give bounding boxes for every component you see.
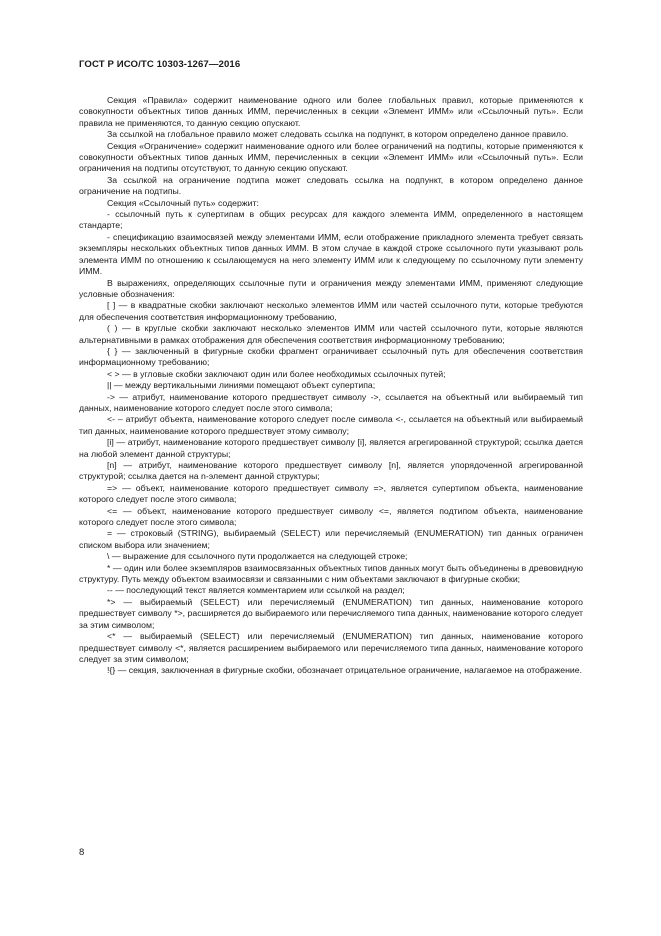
notation-item: * — один или более экземпляров взаимосвязанных объектных типов данных могут быть объединены в древовидную структуру. Путь между объектом взаимосвязи и связанными с ним объектами заключают в фигурные скобки; <box>79 562 583 585</box>
notation-item: \ — выражение для ссылочного пути продолжается на следующей строке; <box>107 551 408 562</box>
notation-item: [i] — атрибут, наименование которого предшествует символу [i], является агрегированной структурой; ссылка дается на любой элемент данной структуры; <box>79 437 583 459</box>
list-item: - ссылочный путь к супертипам в общих ресурсах для каждого элемента ИММ, определенного в настоящем стандарте; <box>79 209 583 231</box>
paragraph: За ссылкой на глобальное правило может следовать ссылка на подпункт, в котором определено данное правило. <box>107 129 569 140</box>
notation-item: || — между вертикальными линиями помещают объект супертипа; <box>107 380 376 391</box>
paragraph: Секция «Правила» содержит наименование одного или более глобальных правил, которые применяются к совокупности объектных типов данных ИММ, перечисленных в секции «Элемент ИММ» или «Ссылочный путь». Если правила не применяются, то данную секцию опускают. <box>79 95 583 128</box>
notation-item: *> — выбираемый (SELECT) или перечисляемый (ENUMERATION) тип данных, наименование которого предшествует символу *>, расширяется до выбираемого или перечисляемого типа данных, наименование которого следует за этим символом; <box>79 596 583 630</box>
notation-item: <- – атрибут объекта, наименование которого следует после символа <-, ссылается на объектный или выбираемый тип данных, наименование которого предшествует этому символу; <box>79 414 583 436</box>
notation-item: ( ) — в круглые скобки заключают несколько элементов ИММ или частей ссылочного пути, которые являются альтернативными в рамках отображения для обеспечения соответствия информационному требованию; <box>79 323 583 345</box>
notation-item: <* — выбираемый (SELECT) или перечисляемый (ENUMERATION) тип данных, наименование которого предшествует символу <*, является расширением выбираемого или перечисляемого типа данных, наименование которого следует за этим символом; <box>79 631 583 664</box>
paragraph: Секция «Ссылочный путь» содержит: <box>107 197 259 208</box>
notation-item: [ ] — в квадратные скобки заключают несколько элементов ИММ или частей ссылочного пути, которые требуются для обеспечения соответствия информационному требованию, <box>79 300 583 322</box>
notation-item: { } — заключенный в фигурные скобки фрагмент ограничивает ссылочный путь для обеспечения соответствия информационному требованию; <box>79 345 583 368</box>
notation-item: < > — в угловые скобки заключают один или более необходимых ссылочных путей; <box>107 368 446 379</box>
paragraph: Секция «Ограничение» содержит наименование одного или более ограничений на подтипы, которые применяются к совокупности объектных типов данных ИММ, перечисленных в секции «Элемент ИММ» или «Ссылочный путь». Если ограничения на подтипы отсутствуют, то данную секцию опускают. <box>79 140 583 174</box>
notation-item: -> — атрибут, наименование которого предшествует символу ->, ссылается на объектный или выбираемый тип данных, наименование которого следует после этого символа; <box>79 391 583 413</box>
page-header: ГОСТ Р ИСО/ТС 10303-1267—2016 <box>79 59 241 70</box>
notation-item: -- — последующий текст является комментарием или ссылкой на раздел; <box>107 585 405 596</box>
notation-item: !{} — секция, заключенная в фигурные скобки, обозначает отрицательное ограничение, налагаемое на отображение. <box>107 665 583 676</box>
page-number: 8 <box>79 847 85 858</box>
notation-item: => — объект, наименование которого предшествует символу =>, является супертипом объекта, наименование которого следует после этого символа; <box>79 482 583 505</box>
notation-item: <= — объект, наименование которого предшествует символу <=, является подтипом объекта, наименование которого следует после этого символа; <box>79 505 583 528</box>
notation-item: = — строковый (STRING), выбираемый (SELECT) или перечисляемый (ENUMERATION) тип данных ограничен списком выбора или значением; <box>79 528 583 550</box>
paragraph: В выражениях, определяющих ссылочные пути и ограничения между элементами ИММ, применяют следующие условные обозначения: <box>79 277 583 299</box>
document-body <box>79 95 583 677</box>
paragraph: За ссылкой на ограничение подтипа может следовать ссылка на подпункт, в котором определено данное ограничение на подтипы. <box>79 174 583 197</box>
list-item: - спецификацию взаимосвязей между элементами ИММ, если отображение прикладного элемента требует связать экземпляры нескольких объектных типов данных ИММ. В этом случае в каждой строке ссылочного пути указывают роль элемента ИММ по отношению к ссылающемуся на него элементу ИММ или к следующему по ссылочному пути элементу ИММ. <box>79 231 583 277</box>
notation-item: [n] — атрибут, наименование которого предшествует символу [n], является упорядоченной агрегированной структурой; ссылка дается на n-элемент данной структуры; <box>79 460 583 482</box>
